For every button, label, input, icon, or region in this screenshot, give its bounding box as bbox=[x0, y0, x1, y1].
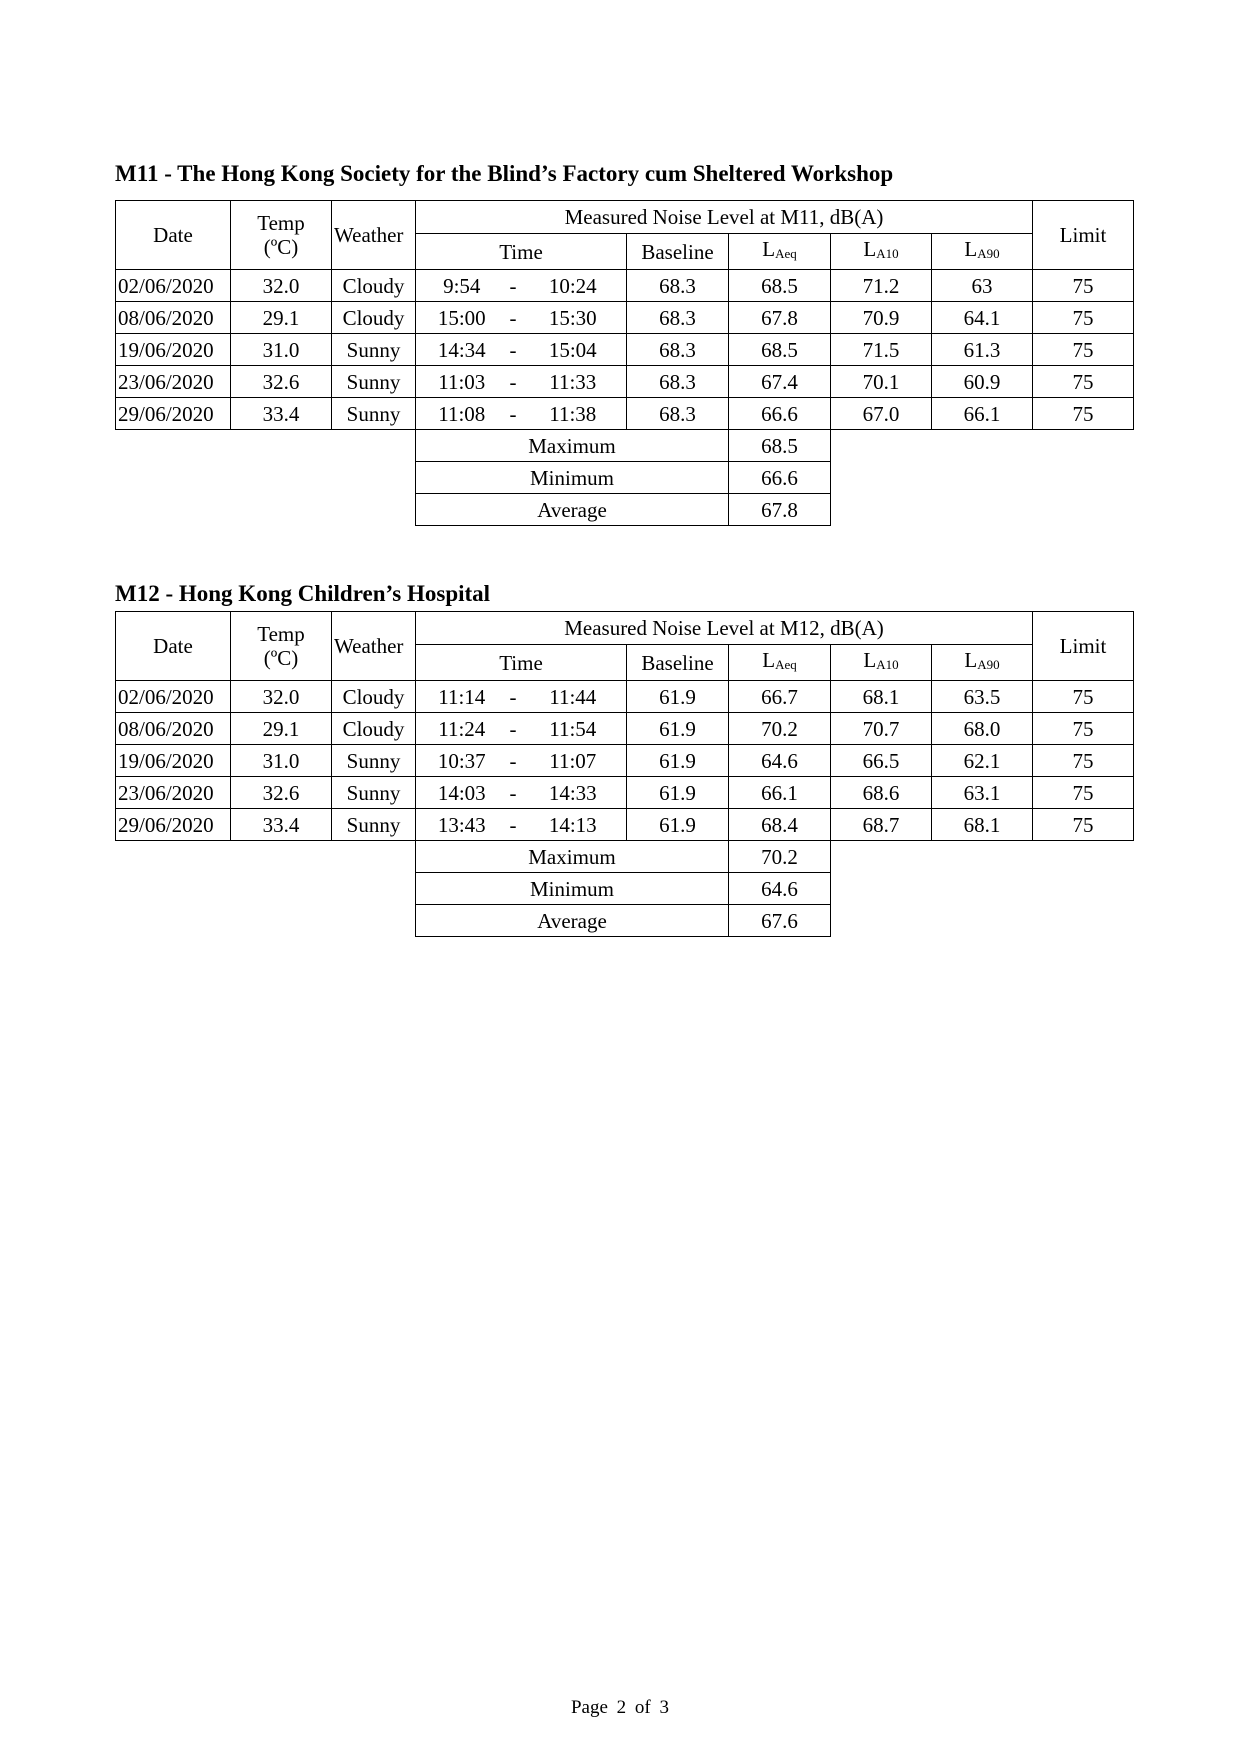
cell-weather: Cloudy bbox=[332, 713, 416, 745]
blank-cell bbox=[831, 841, 1134, 873]
cell-date: 29/06/2020 bbox=[116, 809, 231, 841]
header-date: Date bbox=[116, 612, 231, 681]
cell-baseline: 68.3 bbox=[627, 334, 729, 366]
cell-time-separator: - bbox=[508, 398, 520, 430]
header-la10: $L_{A10}$ bbox=[831, 645, 932, 681]
section-title: M12 - Hong Kong Children’s Hospital bbox=[115, 581, 491, 606]
cell-la90: 63.5 bbox=[932, 681, 1033, 713]
cell-la10: 68.6 bbox=[831, 777, 932, 809]
blank-cell bbox=[116, 873, 416, 905]
cell-limit: 75 bbox=[1033, 777, 1134, 809]
cell-weather: Sunny bbox=[332, 334, 416, 366]
blank-cell bbox=[116, 841, 416, 873]
cell-la10: 70.9 bbox=[831, 302, 932, 334]
summary-label: Minimum bbox=[416, 873, 729, 905]
cell-start-time: 10:37 bbox=[416, 745, 508, 777]
cell-limit: 75 bbox=[1033, 809, 1134, 841]
cell-date: 08/06/2020 bbox=[116, 302, 231, 334]
cell-laeq: 67.8 bbox=[729, 302, 831, 334]
summary-row bbox=[116, 873, 1134, 905]
cell-end-time: 15:30 bbox=[520, 302, 627, 334]
cell-end-time: 10:24 bbox=[520, 270, 627, 302]
blank-cell bbox=[831, 430, 1134, 462]
blank-cell bbox=[116, 462, 416, 494]
cell-laeq: 68.5 bbox=[729, 334, 831, 366]
cell-la10: 68.1 bbox=[831, 681, 932, 713]
table-row bbox=[116, 366, 1134, 398]
table-row bbox=[116, 745, 1134, 777]
noise-table-m12 bbox=[115, 611, 1134, 937]
header-la10: $L_{A10}$ bbox=[831, 234, 932, 270]
cell-baseline: 61.9 bbox=[627, 713, 729, 745]
table-row bbox=[116, 270, 1134, 302]
cell-temp: 29.1 bbox=[231, 713, 332, 745]
cell-la90: 68.1 bbox=[932, 809, 1033, 841]
cell-laeq: 68.4 bbox=[729, 809, 831, 841]
cell-limit: 75 bbox=[1033, 713, 1134, 745]
summary-label: Maximum bbox=[416, 430, 729, 462]
cell-weather: Cloudy bbox=[332, 302, 416, 334]
cell-date: 23/06/2020 bbox=[116, 777, 231, 809]
header-time: Time bbox=[416, 234, 627, 270]
cell-baseline: 61.9 bbox=[627, 681, 729, 713]
cell-date: 02/06/2020 bbox=[116, 270, 231, 302]
cell-weather: Cloudy bbox=[332, 270, 416, 302]
header-measured: Measured Noise Level at M11, dB(A) bbox=[416, 201, 1033, 234]
cell-end-time: 11:33 bbox=[520, 366, 627, 398]
cell-laeq: 70.2 bbox=[729, 713, 831, 745]
page-label: Page bbox=[570, 1697, 608, 1718]
cell-start-time: 11:03 bbox=[416, 366, 508, 398]
cell-baseline: 68.3 bbox=[627, 270, 729, 302]
blank-cell bbox=[116, 494, 416, 526]
cell-start-time: 15:00 bbox=[416, 302, 508, 334]
cell-time-separator: - bbox=[508, 334, 520, 366]
blank-cell bbox=[116, 430, 416, 462]
cell-start-time: 9:54 bbox=[416, 270, 508, 302]
cell-baseline: 68.3 bbox=[627, 302, 729, 334]
cell-laeq: 66.6 bbox=[729, 398, 831, 430]
header-temp-unit: (ºC) bbox=[263, 235, 299, 259]
header-la90: $L_{A90}$ bbox=[932, 234, 1033, 270]
cell-la10: 70.1 bbox=[831, 366, 932, 398]
cell-start-time: 14:03 bbox=[416, 777, 508, 809]
table-row bbox=[116, 777, 1134, 809]
table-row bbox=[116, 713, 1134, 745]
cell-la90: 61.3 bbox=[932, 334, 1033, 366]
blank-cell bbox=[831, 494, 1134, 526]
cell-temp: 32.6 bbox=[231, 366, 332, 398]
cell-limit: 75 bbox=[1033, 398, 1134, 430]
header-baseline: Baseline bbox=[627, 234, 729, 270]
cell-laeq: 66.1 bbox=[729, 777, 831, 809]
summary-label: Minimum bbox=[416, 462, 729, 494]
header-time: Time bbox=[416, 645, 627, 681]
header-weather: Weather bbox=[332, 612, 416, 681]
cell-la10: 68.7 bbox=[831, 809, 932, 841]
summary-row bbox=[116, 494, 1134, 526]
blank-cell bbox=[831, 905, 1134, 937]
cell-temp: 33.4 bbox=[231, 809, 332, 841]
cell-laeq: 64.6 bbox=[729, 745, 831, 777]
header-temp-label: Temp bbox=[257, 211, 305, 235]
cell-weather: Sunny bbox=[332, 745, 416, 777]
summary-label: Average bbox=[416, 905, 729, 937]
blank-cell bbox=[831, 462, 1134, 494]
cell-la10: 71.5 bbox=[831, 334, 932, 366]
cell-weather: Sunny bbox=[332, 366, 416, 398]
cell-laeq: 68.5 bbox=[729, 270, 831, 302]
cell-la90: 68.0 bbox=[932, 713, 1033, 745]
section-m11 bbox=[115, 160, 1134, 526]
header-temp bbox=[231, 201, 332, 270]
summary-value: 67.6 bbox=[729, 905, 831, 937]
header-temp bbox=[231, 612, 332, 681]
cell-time-separator: - bbox=[508, 777, 520, 809]
noise-table-m11 bbox=[115, 200, 1134, 526]
blank-cell bbox=[116, 905, 416, 937]
header-temp-label: Temp bbox=[257, 622, 305, 646]
cell-date: 23/06/2020 bbox=[116, 366, 231, 398]
cell-baseline: 61.9 bbox=[627, 809, 729, 841]
cell-la10: 71.2 bbox=[831, 270, 932, 302]
summary-value: 68.5 bbox=[729, 430, 831, 462]
cell-end-time: 11:44 bbox=[520, 681, 627, 713]
table-row bbox=[116, 681, 1134, 713]
summary-value: 66.6 bbox=[729, 462, 831, 494]
cell-end-time: 11:54 bbox=[520, 713, 627, 745]
cell-limit: 75 bbox=[1033, 681, 1134, 713]
cell-baseline: 68.3 bbox=[627, 366, 729, 398]
summary-row bbox=[116, 905, 1134, 937]
header-weather: Weather bbox=[332, 201, 416, 270]
cell-laeq: 67.4 bbox=[729, 366, 831, 398]
cell-weather: Sunny bbox=[332, 777, 416, 809]
table-body bbox=[116, 270, 1134, 526]
section-title: M11 - The Hong Kong Society for the Blind’s Factory cum Sheltered Workshop bbox=[115, 161, 894, 186]
header-laeq: $L_{Aeq}$ bbox=[729, 645, 831, 681]
cell-temp: 31.0 bbox=[231, 745, 332, 777]
summary-label: Average bbox=[416, 494, 729, 526]
cell-temp: 33.4 bbox=[231, 398, 332, 430]
cell-baseline: 68.3 bbox=[627, 398, 729, 430]
cell-time-separator: - bbox=[508, 270, 520, 302]
cell-la90: 63 bbox=[932, 270, 1033, 302]
cell-la90: 62.1 bbox=[932, 745, 1033, 777]
cell-temp: 32.0 bbox=[231, 681, 332, 713]
cell-la10: 66.5 bbox=[831, 745, 932, 777]
cell-time-separator: - bbox=[508, 713, 520, 745]
cell-baseline: 61.9 bbox=[627, 777, 729, 809]
summary-value: 70.2 bbox=[729, 841, 831, 873]
cell-date: 19/06/2020 bbox=[116, 334, 231, 366]
header-la90: $L_{A90}$ bbox=[932, 645, 1033, 681]
cell-la10: 67.0 bbox=[831, 398, 932, 430]
summary-value: 67.8 bbox=[729, 494, 831, 526]
summary-row bbox=[116, 841, 1134, 873]
cell-date: 02/06/2020 bbox=[116, 681, 231, 713]
table-row bbox=[116, 302, 1134, 334]
page-footer bbox=[0, 1697, 1240, 1719]
cell-end-time: 11:07 bbox=[520, 745, 627, 777]
page-total: 3 bbox=[659, 1697, 669, 1718]
cell-temp: 32.6 bbox=[231, 777, 332, 809]
table-row bbox=[116, 398, 1134, 430]
cell-time-separator: - bbox=[508, 745, 520, 777]
cell-start-time: 14:34 bbox=[416, 334, 508, 366]
header-limit: Limit bbox=[1033, 612, 1134, 681]
header-date: Date bbox=[116, 201, 231, 270]
of-label: of bbox=[634, 1697, 651, 1718]
cell-time-separator: - bbox=[508, 681, 520, 713]
cell-weather: Sunny bbox=[332, 398, 416, 430]
cell-start-time: 13:43 bbox=[416, 809, 508, 841]
cell-date: 19/06/2020 bbox=[116, 745, 231, 777]
cell-date: 08/06/2020 bbox=[116, 713, 231, 745]
cell-la90: 60.9 bbox=[932, 366, 1033, 398]
cell-temp: 31.0 bbox=[231, 334, 332, 366]
cell-baseline: 61.9 bbox=[627, 745, 729, 777]
cell-la90: 64.1 bbox=[932, 302, 1033, 334]
blank-cell bbox=[831, 873, 1134, 905]
cell-limit: 75 bbox=[1033, 745, 1134, 777]
cell-date: 29/06/2020 bbox=[116, 398, 231, 430]
cell-weather: Sunny bbox=[332, 809, 416, 841]
page-number: 2 bbox=[616, 1697, 627, 1718]
header-baseline: Baseline bbox=[627, 645, 729, 681]
cell-end-time: 11:38 bbox=[520, 398, 627, 430]
cell-temp: 29.1 bbox=[231, 302, 332, 334]
section-m12 bbox=[115, 580, 1134, 937]
cell-la90: 63.1 bbox=[932, 777, 1033, 809]
cell-temp: 32.0 bbox=[231, 270, 332, 302]
summary-value: 64.6 bbox=[729, 873, 831, 905]
header-laeq: $L_{Aeq}$ bbox=[729, 234, 831, 270]
header-measured: Measured Noise Level at M12, dB(A) bbox=[416, 612, 1033, 645]
cell-limit: 75 bbox=[1033, 366, 1134, 398]
cell-la90: 66.1 bbox=[932, 398, 1033, 430]
summary-row bbox=[116, 462, 1134, 494]
cell-time-separator: - bbox=[508, 809, 520, 841]
summary-label: Maximum bbox=[416, 841, 729, 873]
cell-time-separator: - bbox=[508, 302, 520, 334]
cell-start-time: 11:24 bbox=[416, 713, 508, 745]
cell-la10: 70.7 bbox=[831, 713, 932, 745]
header-temp-unit: (ºC) bbox=[263, 646, 299, 670]
table-row bbox=[116, 809, 1134, 841]
cell-laeq: 66.7 bbox=[729, 681, 831, 713]
table-body bbox=[116, 681, 1134, 937]
cell-start-time: 11:14 bbox=[416, 681, 508, 713]
cell-limit: 75 bbox=[1033, 270, 1134, 302]
cell-end-time: 15:04 bbox=[520, 334, 627, 366]
summary-row bbox=[116, 430, 1134, 462]
cell-time-separator: - bbox=[508, 366, 520, 398]
header-limit: Limit bbox=[1033, 201, 1134, 270]
cell-start-time: 11:08 bbox=[416, 398, 508, 430]
cell-limit: 75 bbox=[1033, 334, 1134, 366]
cell-limit: 75 bbox=[1033, 302, 1134, 334]
table-row bbox=[116, 334, 1134, 366]
cell-end-time: 14:33 bbox=[520, 777, 627, 809]
cell-weather: Cloudy bbox=[332, 681, 416, 713]
cell-end-time: 14:13 bbox=[520, 809, 627, 841]
